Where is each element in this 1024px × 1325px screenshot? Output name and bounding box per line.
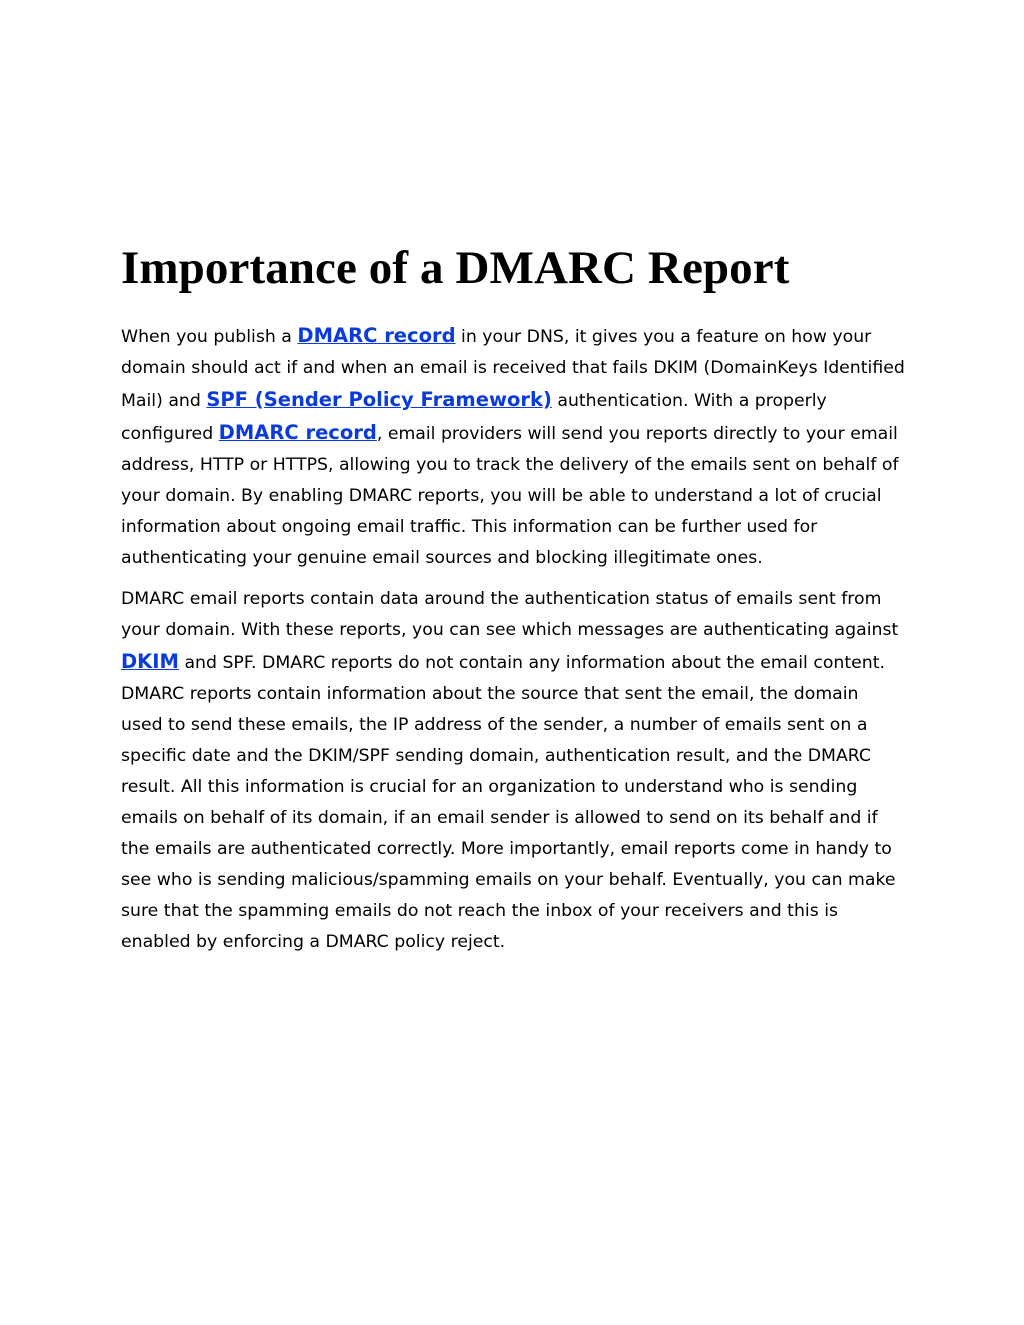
paragraph-1-text-2: in your DNS, it gives you a feature on how your domain should act if and when an email is received that fails DKIM (DomainKeys Identified Mail) and — [121, 327, 905, 411]
dmarc-record-link-2[interactable]: DMARC record — [218, 421, 377, 444]
dmarc-record-link[interactable]: DMARC record — [297, 324, 456, 347]
paragraph-1-text-3: authentication. With a properly configured — [121, 391, 827, 444]
paragraph-1 — [121, 320, 905, 574]
paragraph-2-text-2: and SPF. DMARC reports do not contain any information about the email content. DMARC reports contain information about the source that sent the email, the domain used to send these emails, the IP address of the sender, a number of emails sent on a specific date and the DKIM/SPF sending domain, authentication result, and the DMARC result. All this information is crucial for an organization to understand who is sending emails on behalf of its domain, if an email sender is allowed to send on its behalf and if the emails are authenticated correctly. More importantly, email reports come in handy to see who is sending malicious/spamming emails on your behalf. Eventually, you can make sure that the spamming emails do not reach the inbox of your receivers and this is enabled by enforcing a DMARC policy reject. — [121, 653, 896, 952]
paragraph-1-text-4: , email providers will send you reports directly to your email address, HTTP or HTTPS, allowing you to track the delivery of the emails sent on behalf of your domain. By enabling DMARC reports, you will be able to understand a lot of crucial information about ongoing email traffic. This information can be further used for authenticating your genuine email sources and blocking illegitimate ones. — [121, 424, 899, 568]
paragraph-2 — [121, 584, 905, 958]
dkim-link[interactable]: DKIM — [121, 650, 179, 673]
spf-link[interactable]: SPF (Sender Policy Framework) — [206, 388, 552, 411]
paragraph-2-text-1: DMARC email reports contain data around the authentication status of emails sent from your domain. With these reports, you can see which messages are authenticating against — [121, 589, 899, 640]
paragraph-1-text-1: When you publish a — [121, 327, 298, 347]
page-title: Importance of a DMARC Report — [121, 242, 790, 294]
article-body — [121, 238, 905, 968]
